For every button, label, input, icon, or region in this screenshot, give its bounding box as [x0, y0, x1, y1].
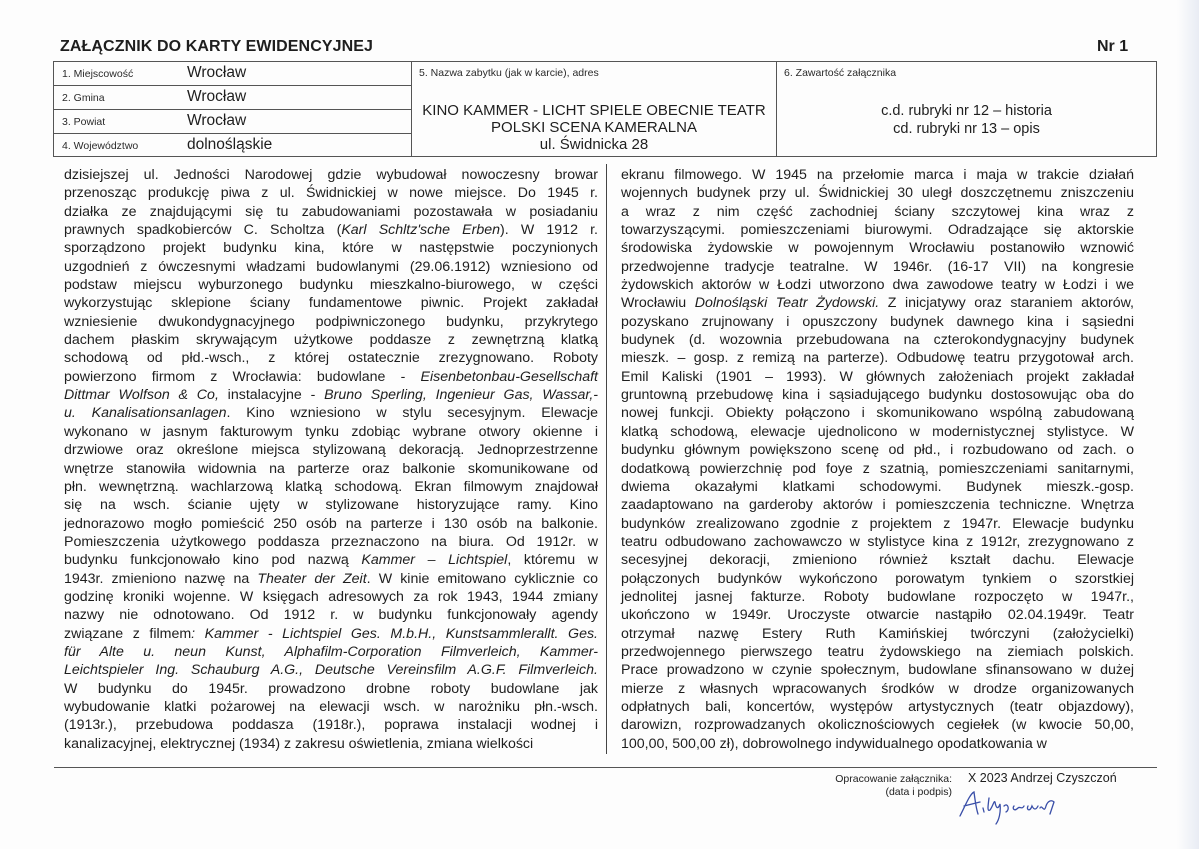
- body-text-line: towarzyszącymi. pomieszczeniami biurowymi. Odradzające się aktorskie: [621, 222, 1134, 239]
- body-text-line: wybudowanie klatki pożarowej na elewacji wsch. w narożniku płn.-wsch.: [64, 698, 598, 715]
- body-text-line: dodatkową powierzchnię pod foye z szatnią, pomieszczeniami sanitarnymi,: [621, 460, 1134, 477]
- body-text-line: klatką schodową, elewacje ujednolicono w modernistycznej stylistyce. W: [621, 423, 1134, 440]
- body-text-line: budynku funkcjonowało kino pod nazwą Kammer – Lichtspiel, któremu w: [64, 552, 599, 569]
- body-text-line: połączonych budynków wykończono porowatym tynkiem o szorstkiej: [621, 570, 1134, 587]
- body-text-line: Prace prowadzono w czynie społecznym, budowlane sfinansowano w dużej: [621, 662, 1134, 679]
- body-left-column: [64, 166, 598, 753]
- body-text-line: wojennych budynek przy ul. Świdnickiej 30 uległ doszczętnemu zniszczeniu: [621, 185, 1134, 202]
- body-text-line: otrzymał nazwę Estery Ruth Kamińskiej twórczyni (założycielki): [621, 625, 1134, 642]
- body-text-line: jednolitej jasnej fakturze. Roboty budowlane rozpoczęto w 1947r.,: [621, 588, 1134, 605]
- prepared-by-value: X 2023 Andrzej Czyszczoń: [968, 771, 1117, 785]
- body-text-line: 100,00, 500,00 zł), dobrowolnego indywidualnego opodatkowania w: [621, 735, 1047, 752]
- header-table: [53, 61, 1157, 157]
- body-text-line: Leichtspieler Ing. Schauburg A.G., Deutsche Vereinsfilm A.G.F. Filmverleich.: [64, 662, 598, 679]
- monument-name-line: KINO KAMMER - LICHT SPIELE OBECNIE TEATR: [422, 102, 766, 119]
- body-text-line: budynku głównym powiększono scenę od płd., i rozbudowano od zach. o: [621, 442, 1134, 459]
- body-text-line: darowizn, rozprowadzanych okolicznościowych cegiełek (w kwocie 50,00,: [621, 717, 1134, 734]
- body-text-line: Dittmar Wolfson & Co, instalacyjne - Bruno Sperling, Ingenieur Gas, Wassar,-: [64, 387, 598, 404]
- locality-label: 1. Miejscowość: [62, 68, 134, 80]
- body-text-line: działka ze znajdującymi się tu zabudowaniami pozostawała w posiadaniu: [64, 203, 598, 220]
- county-value: Wrocław: [187, 112, 247, 129]
- monument-name-line: POLSKI SCENA KAMERALNA: [491, 119, 697, 136]
- body-text-line: nowej funkcji. Obiekty połączono i skomunikowano wspólną zabudowaną: [621, 405, 1134, 422]
- body-text-line: pozyskano zrujnowany i opuszczony budynek dawnego kina i sąsiedni: [621, 313, 1134, 330]
- body-text-line: przenosząc produkcję piwa z ul. Świdnickiej w nowe miejsce. Do 1945 r.: [64, 185, 598, 202]
- row-county: [54, 110, 411, 134]
- date-signature-label: (data i podpis): [885, 786, 952, 798]
- body-text-line: odpłatnych bali, koncertów, występów artystycznych (teatr objazdowy),: [621, 698, 1134, 715]
- handwritten-signature: [956, 786, 1066, 826]
- body-text-line: budynków zrealizowano zgodnie z projektem z 1947r. Elewacje budynku: [621, 515, 1134, 532]
- footer-divider: [54, 767, 1157, 768]
- body-text-line: zaadaptowano na garderoby aktorów i pomieszczenia techniczne. Wnętrza: [621, 497, 1134, 514]
- body-text-line: się na wsch. ścianie ujęty w stylizowane historyzujące ramy. Kino: [64, 497, 598, 514]
- body-text-line: wykorzystując sklepione ściany fundamentowe piwnic. Projekt zakładał: [64, 295, 598, 312]
- scan-page-edge: [1177, 0, 1199, 849]
- body-text-line: 1943r. zmieniono nazwę na Theater der Zeit. W kinie emitowano cyklicznie co: [64, 570, 599, 587]
- body-right-column: [621, 166, 1134, 753]
- body-text-line: u. Kanalisationsanlagen. Kino wzniesiono w stylu secesyjnym. Elewacje: [64, 405, 598, 422]
- body-text-line: drzwiowe oraz określone miejsca stylizowaną dekoracją. Jednoprzestrzenne: [64, 442, 598, 459]
- attachment-contents-label: 6. Zawartość załącznika: [784, 67, 897, 79]
- body-text-line: wykonano w jasnym fakturowym tynku zdobiąc wybrane otwory okienne i: [64, 423, 598, 440]
- body-text-line: a wraz z nim część zachodniej ściany szczytowej kina wraz z: [621, 203, 1134, 220]
- body-text-line: budynek (d. wozownia przebudowana na czterokondygnacyjny budynek: [621, 332, 1134, 349]
- body-text-line: płn. wewnętrzną. wachlarzową klatką schodową. Ekran filmowym znajdował: [64, 478, 598, 495]
- body-text-line: Wrocławiu Dolnośląski Teatr Żydowski. Z inicjatywy oraz staraniem aktorów,: [621, 295, 1134, 312]
- county-label: 3. Powiat: [62, 116, 106, 128]
- body-text-line: jednorazowo mogło pomieścić 250 osób na parterze i 130 osób na balkonie.: [64, 515, 598, 532]
- body-text-line: kanalizacyjnej, elektrycznej (1934) z zakresu oświetlenia, zmiana wielkości: [64, 735, 534, 752]
- body-text-line: Pomieszczenia użytkowego poddasza przeznaczono na biura. Od 1912r. w: [64, 533, 598, 550]
- commune-label: 2. Gmina: [62, 92, 105, 104]
- row-locality: [54, 62, 411, 86]
- body-text-line: nazwy nie odnotowano. Od 1912 r. w budynku funkcjonowały agendy: [64, 607, 598, 624]
- contents-line: cd. rubryki nr 13 – opis: [893, 121, 1040, 137]
- body-text-line: (1913r.), przebudowa poddasza (1918r.), poprawa instalacji wodnej i: [64, 717, 598, 734]
- body-text-line: ukończono w 1949r. Uroczyste otwarcie nastąpiło 02.04.1949r. Teatr: [621, 607, 1134, 624]
- attachment-number: Nr 1: [1097, 38, 1129, 55]
- body-text-line: uzgodnień z ówczesnymi władzami budowlanymi (29.06.1912) wzniesiono od: [64, 258, 598, 275]
- monument-address-line: ul. Świdnicka 28: [539, 136, 649, 153]
- body-text-line: schodową od płd.-wsch., z której ostatecznie zrezygnowano. Roboty: [64, 350, 598, 367]
- body-text-line: dachem płaskim skrywającym użytkowe poddasze z zewnętrzną klatką: [64, 332, 598, 349]
- attachment-contents-value: [777, 102, 1156, 138]
- body-text-line: sporządzono projekt budynku kina, które w następstwie poczynionych: [64, 240, 598, 257]
- body-text-line: Emil Kaliski (1901 – 1993). W głównych założeniach projekt zakładał: [621, 368, 1134, 385]
- prepared-by-label-line: Opracowanie załącznika:: [835, 773, 952, 785]
- body-text-line: środowiska żydowskie w powojennym Wrocławiu postanowiło wznowić: [621, 240, 1134, 257]
- body-text-line: prawnych spadkobierców C. Scholtza (Karl Schltz'sche Erben). W 1912 r.: [64, 222, 598, 239]
- body-text-line: związane z filmem: Kammer - Lichtspiel Ges. M.b.H., Kunstsammlerallt. Ges.: [64, 625, 598, 642]
- contents-line: c.d. rubryki nr 12 – historia: [881, 103, 1052, 119]
- body-text-line: secesyjnej dekoracji, zmieniono również kształt dachu. Elewacje: [621, 552, 1134, 569]
- body-text-line: podstaw miejscu wyburzonego budynku mieszkalno-biurowego, w części: [64, 277, 598, 294]
- body-text-line: mieszk. – gosp. z remizą na parterze). Odbudowę teatru przygotował arch.: [621, 350, 1134, 367]
- row-commune: [54, 86, 411, 110]
- location-cells: [54, 62, 412, 156]
- body-text-line: teatru odbudowano zachowawczo w stylistyce kina z 1912r, zrezygnowano z: [621, 533, 1134, 550]
- body-text-line: dzisiejszej ul. Jedności Narodowej gdzie wybudował nowoczesny browar: [64, 167, 598, 183]
- body-text-line: ekranu filmowego. W 1945 na przełomie marca i maja w trakcie działań: [621, 167, 1134, 183]
- body-text-line: W budynku do 1945r. prowadzono drobne roboty budowlane jak: [64, 680, 598, 697]
- body-text-line: mierze z własnych wpracowanych środków w drodze organizowanych: [621, 680, 1134, 697]
- body-text-line: gruntowną przebudowę kina i sąsiadującego budynku dostosowując oba do: [621, 387, 1134, 404]
- body-text-line: wnętrze stanowiła widownia na parterze oraz balkonie skomunikowane od: [64, 460, 598, 477]
- document-title: ZAŁĄCZNIK DO KARTY EWIDENCYJNEJ: [60, 38, 374, 55]
- prepared-by-label: [827, 773, 952, 799]
- body-text-line: powierzono firmom z Wrocławia: budowlane - Eisenbetonbau-Gesellschaft: [64, 368, 598, 385]
- row-voivodeship: [54, 134, 411, 156]
- body-text-line: wzniesienie dwukondygnacyjnego podpiwniczonego budynku, przykrytego: [64, 313, 598, 330]
- commune-value: Wrocław: [187, 88, 247, 105]
- body-text-line: dwiema okazałymi klatkami schodowymi. Budynek mieszk.-gosp.: [621, 478, 1134, 495]
- locality-value: Wrocław: [187, 64, 247, 81]
- voivodeship-value: dolnośląskie: [187, 136, 273, 153]
- attachment-contents-cell: [777, 62, 1156, 156]
- monument-name-value: [412, 102, 776, 153]
- voivodeship-label: 4. Województwo: [62, 140, 139, 152]
- body-text-line: przedwojenne tradycje teatralne. W 1946r. (16-17 VII) na kongresie: [621, 258, 1134, 275]
- column-divider: [606, 164, 607, 754]
- body-text-line: żydowskich aktorów w Łodzi utworzono dwa zawodowe teatry w Łodzi i we: [621, 277, 1134, 294]
- body-text-line: godzinę kroniki wojenne. W księgach adresowych za rok 1943, 1944 zmiany: [64, 588, 598, 605]
- monument-name-label: 5. Nazwa zabytku (jak w karcie), adres: [419, 67, 599, 79]
- monument-name-cell: [412, 62, 777, 156]
- body-text-line: für Alte u. neun Kunst, Alphafilm-Corporation Filmverleich, Kammer-: [64, 643, 598, 660]
- body-text-line: przedwojennego pierwszego teatru żydowskiego na ziemiach polskich.: [621, 643, 1134, 660]
